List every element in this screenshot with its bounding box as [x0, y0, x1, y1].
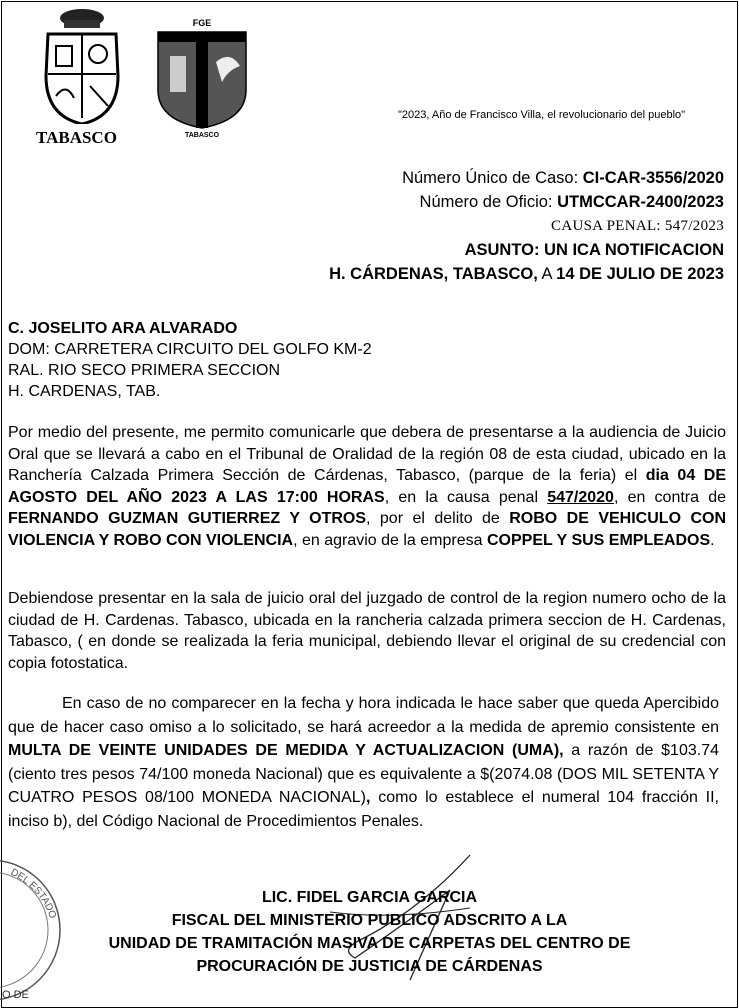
criminal-case: CAUSA PENAL: 547/2023: [551, 218, 724, 234]
svg-text:TABASCO: TABASCO: [184, 132, 220, 138]
addressee-address: DOM: CARRETERA CIRCUITO DEL GOLFO KM-2: [8, 341, 372, 358]
signer-title-1: FISCAL DEL MINISTERIO PUBLICO ADSCRITO A LA: [171, 912, 568, 929]
office-number-line: Número de Oficio: UTMCCAR-2400/2023: [419, 193, 724, 211]
svg-text:FGE: FGE: [192, 18, 212, 28]
addressee-city: H. CARDENAS, TAB.: [8, 383, 161, 400]
addressee-name: C. JOSELITO ARA ALVARADO: [8, 320, 238, 337]
office-number: UTMCCAR-2400/2023: [557, 193, 724, 211]
signer-name: LIC. FIDEL GARCIA GARCIA: [261, 889, 478, 906]
svg-text:O DE: O DE: [2, 989, 29, 1001]
signer-title-2: UNIDAD DE TRAMITACIÓN MASIVA DE CARPETAS DEL CENTRO DE: [108, 935, 631, 952]
addressee-locality: RAL. RIO SECO PRIMERA SECCION: [8, 362, 281, 379]
place-date: H. CÁRDENAS, TABASCO, A 14 DE JULIO DE 2023: [329, 265, 724, 283]
logo-tabasco-label: TABASCO: [36, 128, 117, 147]
paragraph-location: Debiendose presentar en la sala de juicio oral del juzgado de control de la region numero ocho de la ciudad de H. Cardenas. Tabasco, ubicada en la rancheria calzada primera seccion de H. Cardenas, Tabasco, ( en donde se realizada la feria municipal, debiendo llevar el original de su credencial con copia fotostatica.: [8, 590, 726, 672]
signer-title-3: PROCURACIÓN DE JUSTICIA DE CÁRDENAS: [196, 958, 543, 975]
year-motto: "2023, Año de Francisco Villa, el revolucionario del pueblo": [398, 109, 686, 121]
tabasco-coat-of-arms: [38, 6, 126, 124]
paragraph-warning: En caso de no comparecer en la fecha y hora indicada le hace saber que queda Apercibido que de hacer caso omiso a lo solicitado, se hará acreedor a la medida de apremio consistente en MULTA DE VEINTE UNIDADES DE MEDIDA Y ACTUALIZACION (UMA), a razón de $103.74 (ciento tres pesos 74/100 moneda Nacional) que es equivalente a $(2074.08 (DOS MIL SETENTA Y CUATRO PESOS 08/100 MONEDA NACIONAL), como lo establece el numeral 104 fracción II, inciso b), del Código Nacional de Procedimientos Penales.: [8, 695, 720, 830]
case-number: CI-CAR-3556/2020: [582, 169, 724, 187]
subject: ASUNTO: UN ICA NOTIFICACION: [464, 241, 724, 259]
svg-text:DEL ESTADO: DEL ESTADO: [8, 866, 58, 920]
paragraph-summons: Por medio del presente, me permito comunicarle que debera de presentarse a la audiencia de Juicio Oral que se llevará a cabo en el Tribunal de Oralidad de la región 08 de esta ciudad, ubicado en la Ranchería Calzada Primera Sección de Cárdenas, Tabasco, (parque de la feria) el dia 04 DE AGOSTO DEL AÑO 2023 A LAS 17:00 HORAS, en la causa penal 547/2020, en contra de FERNANDO GUZMAN GUTIERREZ Y OTROS, por el delito de ROBO DE VEHICULO CON VIOLENCIA Y ROBO CON VIOLENCIA, en agravio de la empresa COPPEL Y SUS EMPLEADOS.: [8, 424, 727, 549]
fge-emblem: [156, 10, 248, 138]
case-number-line: Número Único de Caso: CI-CAR-3556/2020: [402, 169, 724, 187]
signature-block: [0, 886, 739, 978]
